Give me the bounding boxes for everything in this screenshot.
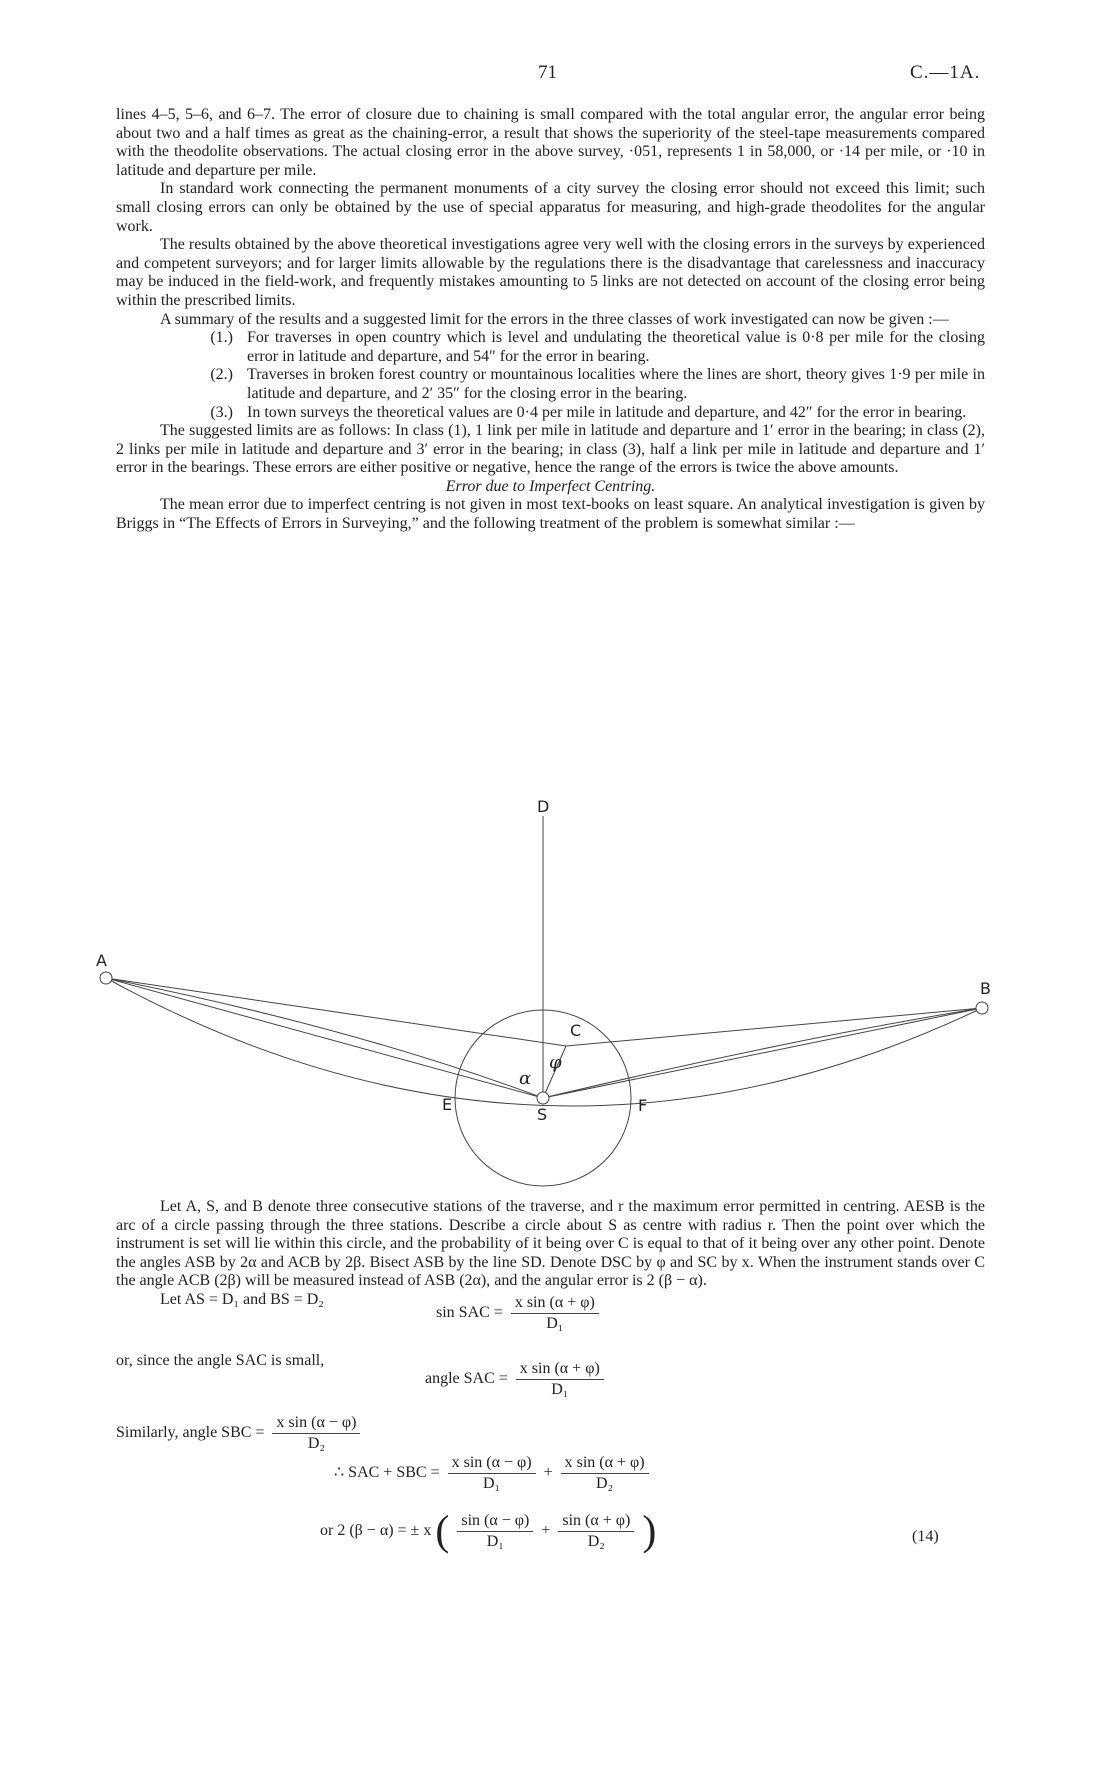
equation-sin-sac: [436, 1294, 603, 1333]
equation-number: (14): [912, 1528, 939, 1545]
label-a: A: [96, 951, 107, 970]
page-number: 71: [538, 62, 557, 83]
paragraph: The mean error due to imperfect centring is not given in most text-books on least square. An analytical investigation is given by Briggs in “The Effects of Errors in Surveying,” and the following treatment of the problem is somewhat similar :—: [116, 496, 985, 533]
list-item: [193, 329, 985, 366]
paragraph: Let A, S, and B denote three consecutive stations of the traverse, and r the maximum error permitted in centring. AESB is the arc of a circle passing through the three stations. Describe a circle about S as centre with radius r. Then the point over which the instrument is set will lie within this circle, and the probability of it being over C is equal to that of it being over any other point. Denote the angles ASB by 2α and ACB by 2β. Bisect ASB by the line SD. Denote DSC by φ and SC by x. When the instrument stands over C the angle ACB (2β) will be measured instead of ASB (2α), and the angular error is 2 (β − α).: [116, 1198, 985, 1290]
denominator: D₁: [551, 1381, 569, 1398]
list-text: For traverses in open country which is level and undulating the theoretical value is 0·8 per mile for the closing error in latitude and departure, and 54″ for the error in bearing.: [247, 329, 985, 365]
line-as: [106, 978, 543, 1098]
list-number: (2.): [210, 366, 233, 384]
station-b-marker: [976, 1002, 988, 1014]
denominator: D₂: [587, 1533, 605, 1550]
eq-lhs: or 2 (β − α) = ± x: [320, 1522, 432, 1540]
list-number: (1.): [210, 329, 233, 347]
list-number: (3.): [210, 403, 233, 421]
paragraph: lines 4–5, 5–6, and 6–7. The error of closure due to chaining is small compared with the total angular error, the angular error being about two and a half times as great as the chaining-error, a result that shows the superiority of the steel-tape measurements compared with the theodolite observations. The actual closing error in the above survey, ·051, represents 1 in 58,000, or ·14 per mile, or ·10 in latitude and departure per mile.: [116, 106, 985, 179]
denominator: D₁: [486, 1533, 504, 1550]
denominator: D₂: [596, 1475, 614, 1492]
fraction: [457, 1512, 533, 1551]
left-paren: (: [435, 1508, 450, 1555]
document-reference: C.—1A.: [910, 62, 981, 83]
equation-sum: [334, 1454, 653, 1493]
paragraph: Let AS = D₁ and BS = D₂: [160, 1290, 324, 1308]
list-item: [193, 404, 985, 423]
numerator: x sin (α − φ): [448, 1454, 536, 1474]
numerator: x sin (α + φ): [511, 1294, 599, 1314]
numerator: sin (α + φ): [558, 1512, 634, 1532]
fraction: [561, 1454, 649, 1493]
numerator: sin (α − φ): [457, 1512, 533, 1532]
paragraph: The suggested limits are as follows: In class (1), 1 link per mile in latitude and departure and 1′ error in the bearing; in class (2), 2 links per mile in latitude and departure and 3′ error in the bearing; in class (3), half a link per mile in latitude and departure and 1′ error in the bearings. These errors are either positive or negative, hence the range of the errors is twice the above amounts.: [116, 422, 985, 477]
equation-angle-sac: [425, 1360, 608, 1399]
label-d: D: [537, 798, 550, 816]
label-b: B: [980, 979, 991, 998]
label-f: F: [638, 1096, 648, 1115]
station-a-marker: [100, 972, 112, 984]
centring-diagram: [96, 798, 1016, 1238]
body-text-bottom: [116, 1198, 985, 1310]
label-phi: φ: [549, 1052, 562, 1073]
section-heading: Error due to Imperfect Centring.: [445, 477, 656, 495]
plus-sign: +: [543, 1464, 553, 1482]
denominator: D₁: [546, 1315, 564, 1332]
fraction: [516, 1360, 604, 1399]
label-s: S: [537, 1105, 548, 1124]
eq-lhs: sin SAC =: [436, 1304, 503, 1322]
fraction: [558, 1512, 634, 1551]
right-paren: ): [642, 1508, 657, 1555]
eq-lhs: Similarly, angle SBC =: [116, 1424, 265, 1442]
label-e: E: [442, 1095, 453, 1114]
station-s-marker: [537, 1092, 549, 1104]
line-ac: [106, 978, 566, 1046]
eq-lhs: ∴ SAC + SBC =: [334, 1464, 440, 1482]
equation-14: [320, 1508, 657, 1555]
text-or-since: or, since the angle SAC is small,: [116, 1352, 325, 1369]
label-alpha: α: [519, 1068, 532, 1089]
list-text: In town surveys the theoretical values are 0·4 per mile in latitude and departure, and 42″ for the error in bearing.: [247, 403, 967, 421]
list-text: Traverses in broken forest country or mountainous localities where the lines are short, theory gives 1·9 per mile in latitude and departure, and 2′ 35″ for the closing error in the bearing.: [247, 366, 985, 402]
body-text-top: [116, 106, 985, 534]
paragraph: In standard work connecting the permanent monuments of a city survey the closing error should not exceed this limit; such small closing errors can only be obtained by the use of special apparatus for measuring, and high-grade theodolites for the angular work.: [116, 180, 985, 235]
denominator: D₂: [307, 1435, 325, 1452]
numerator: x sin (α + φ): [561, 1454, 649, 1474]
paragraph: The results obtained by the above theoretical investigations agree very well with the closing errors in the surveys by experienced and competent surveyors; and for larger limits allowable by the regulations there is the disadvantage that carelessness and inaccuracy may be induced in the field-work, and frequently mistakes amounting to 5 links are not detected on account of the closing error being within the prescribed limits.: [116, 236, 985, 309]
eq-lhs: angle SAC =: [425, 1370, 508, 1388]
denominator: D₁: [483, 1475, 501, 1492]
line-cb: [566, 1008, 982, 1046]
equation-angle-sbc: [116, 1414, 364, 1453]
numerator: x sin (α + φ): [516, 1360, 604, 1380]
label-c: C: [570, 1021, 582, 1040]
fraction: [511, 1294, 599, 1333]
paragraph: A summary of the results and a suggested limit for the errors in the three classes of work investigated can now be given :—: [160, 310, 949, 328]
fraction: [272, 1414, 360, 1453]
list-item: [193, 366, 985, 403]
numerator: x sin (α − φ): [272, 1414, 360, 1434]
plus-sign: +: [541, 1522, 551, 1540]
fraction: [448, 1454, 536, 1493]
